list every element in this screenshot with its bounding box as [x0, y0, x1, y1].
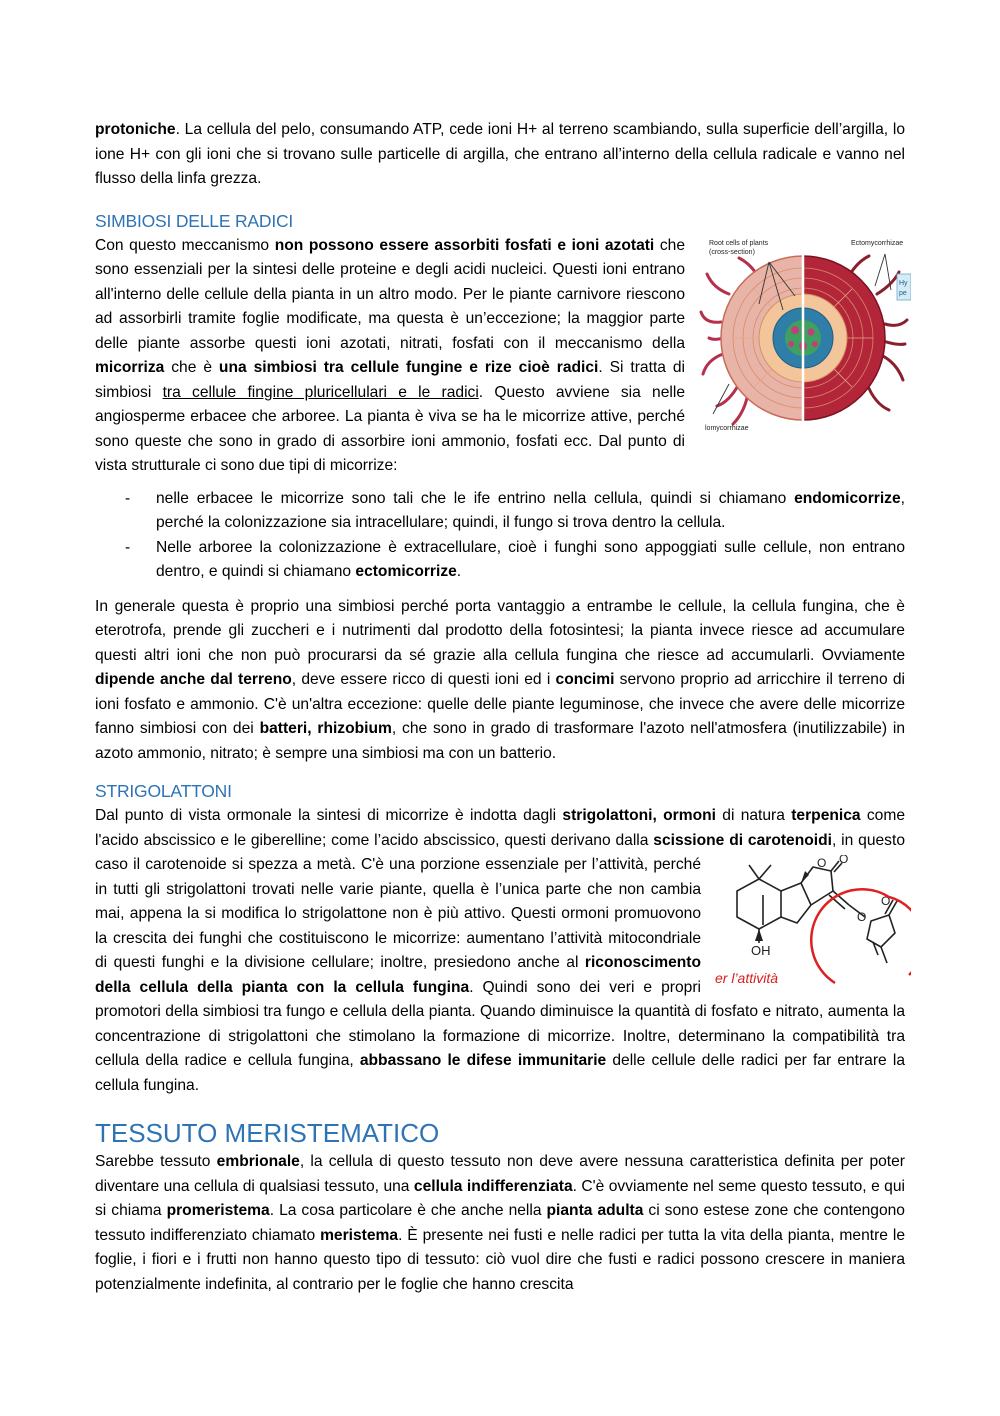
label-endomycorrhizae: lomycorrhizae — [705, 424, 749, 432]
label-ectomycorrhizae: Ectomycorrhizae — [851, 239, 904, 247]
bold-term: protoniche — [95, 121, 176, 138]
mycorrhiza-figure — [699, 234, 911, 434]
label-root-cells: Root cells of plants — [709, 239, 769, 247]
micorrize-list — [95, 487, 905, 585]
list-item: - Nelle arboree la colonizzazione è extracellulare, cioè i funghi sono appoggiati sulle cellule, non entrano dentro, e quindi si chiamano ectomicorrize. — [125, 538, 905, 580]
strigolactone-structure-figure — [715, 855, 911, 987]
vantaggio-paragraph: In generale questa è proprio una simbiosi perché porta vantaggio a entrambe le cellule, la cellula fungina, che è eterotrofa, prende gli zuccheri e i nutrimenti dal prodotto della fotosintesi; la pianta invece riesce ad accumulare questi altri ioni che non può procurarsi da sé grazie alla cellula fungina che riesce ad accumularli. Ovviamente dipende anche dal terreno, deve essere ricco di questi ioni ed i concimi servono proprio ad arricchire il terreno di ioni fosfato e ammonio. C'è un'altra eccezione: quelle delle piante leguminose, che invece che avere delle micorrize fanno simbiosi con dei batteri, rhizobium, che sono in grado di trasformare l'azoto nell'atmosfera (inutilizzabile) in azoto ammonio, nitrato; è sempre una simbiosi ma con un batterio. — [95, 597, 905, 762]
section-heading-meristema: TESSUTO MERISTEMATICO — [95, 1118, 440, 1148]
label-pe: pe — [899, 289, 907, 297]
section-heading-simbiosi: SIMBIOSI DELLE RADICI — [95, 210, 294, 231]
label-o-lactone: O — [817, 856, 827, 870]
label-oh: OH — [751, 943, 771, 958]
page-content — [95, 118, 908, 1297]
list-item: - nelle erbacee le micorrize sono tali che le ife entrino nella cellula, quindi si chiamano endomicorrize, perché la colonizzazione sia intracellulare; quindi, il fungo si trova dentro la cellula. — [125, 489, 905, 531]
label-hy: Hy — [899, 279, 908, 287]
label-o-ring-d: O — [881, 894, 891, 908]
figure-caption-attivita: er l’attività — [715, 970, 779, 986]
label-o-carbonyl: O — [839, 855, 849, 866]
meristema-paragraph: Sarebbe tessuto embrionale, la cellula di questo tessuto non deve avere nessuna caratteristica definita per poter diventare una cellula di qualsiasi tessuto, una cellula indifferenziata. C'è ovviamente nel seme questo tessuto, e qui si chiama promeristema. La cosa particolare è che anche nella pianta adulta ci sono estese zone che contengono tessuto indifferenziato chiamato meristema. È presente nei fusti e nelle radici per tutta la vita della pianta, mentre le foglie, i fiori e i frutti non hanno questo tipo di tessuto: ciò vuol dire che fusti e radici possono crescere in maniera potenzialmente indefinita, al contrario per le foglie che hanno crescita — [95, 1153, 905, 1293]
strigolattoni-paragraph: Dal punto di vista ormonale la sintesi di micorrize è indotta dagli strigolattoni, ormoni di natura terpenica come l'acido abscissico e le giberelline; come l’acido abscissico, questi derivano dalla scissione di carotenoidi OH O O O O er l’attività , in questo caso il carotenoide si spezza a metà. C'è una porzione essenziale per l’attività, perché in tutti gli strigolattoni trovati nelle varie piante, quella è l’unica parte che non cambia mai, appena la si modifica lo strigolattone non è più attivo. Questi ormoni promuovono la crescita dei funghi che costituiscono le micorrize: aumentano l’attività mitocondriale di questi funghi e la divisione cellulare; inoltre, presiedono anche al riconoscimento della cellula della pianta con la cellula fungina. Quindi sono dei veri e propri promotori della simbiosi tra fungo e cellula della pianta. Quando diminuisce la quantità di fosfato e nitrato, aumenta la concentrazione di strigolattoni che stimolano la formazione di micorrize. Inoltre, determinano la compatibilità tra cellula della radice e cellula fungina, abbassano le difese immunitarie delle cellule delle radici per far entrare la cellula fungina. — [95, 804, 905, 1098]
mycorrhiza-illustration — [699, 234, 911, 434]
label-o-ether: O — [857, 910, 867, 924]
section-heading-strigolattoni: STRIGOLATTONI — [95, 781, 232, 801]
simbiosi-paragraph: Con questo meccanismo non possono essere assorbiti fosfati e ioni azotati che sono essenziali per la sintesi delle proteine e degli acidi nucleici. Questi ioni entrano all'interno delle cellule della pianta in un altro modo. Per le piante carnivore riescono ad assorbirli tramite foglie modificate, ma questa è un’eccezione; la maggior parte delle piante assorbe questi ioni azotati, nitrati, fosfati con il meccanismo della micorriza che è una simbiosi tra cellule fungine e rize cioè radici. Si tratta di simbiosi tra cellule fingine pluricellulari e le radici. Questo avviene sia nelle angiosperme erbacee che arboree. La pianta è viva se ha le micorrize attive, perché sono queste che sono in grado di assorbire ioni ammonio, fosfati ecc. Dal punto di vista strutturale ci sono due tipi di micorrize: — [95, 236, 686, 474]
label-cross-section: (cross-section) — [709, 248, 755, 256]
text-run: . La cellula del pelo, consumando ATP, cede ioni H+ al terreno scambiando, sulla superficie dell’argilla, lo ione H+ con gli ioni che si trovano sulle particelle di argilla, che entrano all’interno della cellula radicale e vanno nel flusso della linfa grezza. — [95, 121, 905, 187]
intro-paragraph — [95, 118, 905, 192]
strigolactone-molecule — [715, 855, 911, 987]
